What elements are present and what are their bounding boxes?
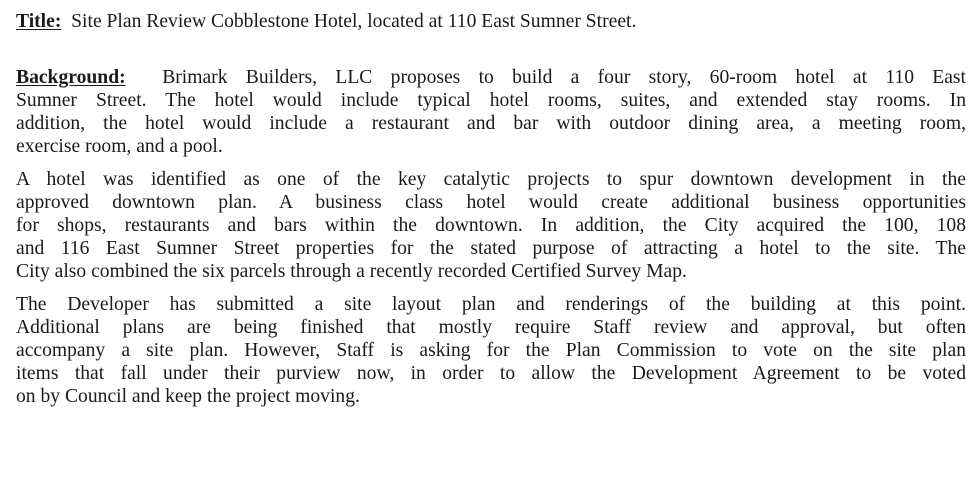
title-label: Title: [16,11,62,32]
background-paragraph-1 [16,66,966,158]
paragraph-line: Sumner Street. The hotel would include typical hotel rooms, suites, and extended stay rooms. In [16,90,966,111]
paragraph-line: approved downtown plan. A business class hotel would create additional business opportunities [16,192,966,213]
paragraph-line: Additional plans are being finished that mostly require Staff review and approval, but often [16,317,966,338]
paragraph-line: The Developer has submitted a site layout plan and renderings of the building at this point. [16,294,966,315]
title-line [16,10,966,33]
paragraph-line: and 116 East Sumner Street properties for the stated purpose of attracting a hotel to the site. The [16,238,966,259]
background-paragraph-2 [16,168,966,283]
paragraph-line: items that fall under their purview now, in order to allow the Development Agreement to be voted [16,363,966,384]
paragraph-text: Brimark Builders, LLC proposes to build a four story, 60-room hotel at 110 East [162,67,967,88]
background-label: Background: [16,67,126,88]
paragraph-line: accompany a site plan. However, Staff is asking for the Plan Commission to vote on the site plan [16,340,966,361]
background-paragraph-3 [16,293,966,408]
paragraph-line: exercise room, and a pool. [16,136,223,157]
paragraph-line: addition, the hotel would include a restaurant and bar with outdoor dining area, a meeting room, [16,113,966,134]
background-section [16,66,966,408]
paragraph-line: on by Council and keep the project moving. [16,386,360,407]
paragraph-line [16,66,966,89]
paragraph-line: City also combined the six parcels through a recently recorded Certified Survey Map. [16,261,687,282]
document-body [16,10,966,418]
title-section [16,10,966,33]
paragraph-line: for shops, restaurants and bars within the downtown. In addition, the City acquired the 100, 108 [16,215,966,236]
paragraph-line: A hotel was identified as one of the key catalytic projects to spur downtown development in the [16,169,966,190]
title-text: Site Plan Review Cobblestone Hotel, located at 110 East Sumner Street. [71,11,637,32]
